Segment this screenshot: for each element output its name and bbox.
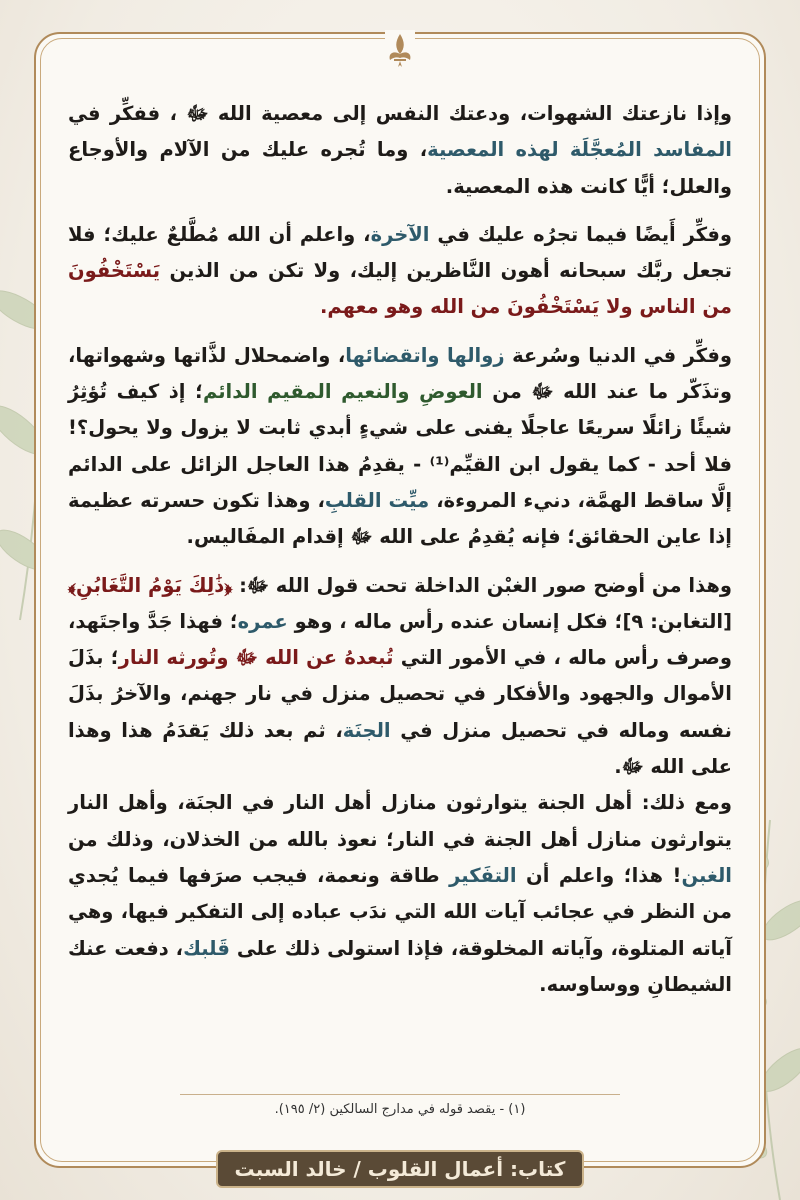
paragraph-2 xyxy=(68,217,732,326)
highlight-segment: التفَكير xyxy=(449,863,517,887)
text-segment: ، واضمحلال لذَّاتها وشهواتها، وتذَكّر ما عند الله ﷻ من xyxy=(68,343,732,404)
text-segment: وفكِّر أَيضًا فيما تجرُه عليك في xyxy=(429,222,732,246)
text-segment: ومع ذلك: أهل الجنة يتوارثون منازل أهل النار في الجنَة، وأهل النار يتوارثون منازل أهل الجنة في النار؛ نعوذ بالله من الخذلان، وذلك من xyxy=(68,791,732,851)
highlight-segment: ميِّت القلبِ xyxy=(324,488,430,512)
paragraph-3 xyxy=(68,338,732,556)
text-segment: ؛ بذَلَ الأموال والجهود والأفكار في تحصيل منزل في نار جهنم، والآخرُ بذَلَ نفسه وماله في تحصيل منزل في xyxy=(68,646,732,742)
highlight-segment: قَلبك xyxy=(183,936,230,960)
footnote-divider xyxy=(180,1094,620,1095)
article-body xyxy=(68,96,732,1015)
text-segment: ، واعلم أن الله مُطَّلعٌ عليك؛ فلا تجعل ربَّك سبحانه أهون النَّاظرين إليك، ولا تكن من الذين xyxy=(68,222,732,283)
text-segment: ؛ فهذا جَدَّ واجتَهد، وصرف رأس ماله ، في الأمور التي xyxy=(68,609,732,670)
text-segment: طاقة ونعمة، فيجب صرَفها فيما يُجدي من النظر في عجائب آيات الله التي ندَب عباده إلى التفكير فيها، وهي آياته المتلوة، وآياته المخلوقة، فإذا استولى ذلك على xyxy=(68,863,732,960)
text-segment: ، وما تُجره عليك من الآلام والأوجاع والعلل؛ أيًّا كانت هذه المعصية. xyxy=(68,138,732,198)
text-segment: وفكِّر في الدنيا وسُرعة xyxy=(504,343,732,367)
paragraph-1 xyxy=(68,96,732,205)
text-segment: وهذا من أوضح صور الغبْن الداخلة تحت قول الله ﷻ: xyxy=(232,573,732,597)
paragraph-4 xyxy=(68,568,732,786)
text-segment: وإذا نازعتك الشهوات، ودعتك النفس إلى معصية الله ﷻ ، ففكِّر في xyxy=(68,102,732,125)
text-segment: ، ثم بعد ذلك يَقدَمُ هذا وهذا على الله ﷻ. xyxy=(68,718,732,779)
quran-quote: ﴿ذَٰلِكَ يَوْمُ التَّغَابُنِ﴾ xyxy=(68,573,233,597)
highlight-segment: عمره xyxy=(237,609,288,633)
book-label: كتاب: أعمال القلوب / خالد السبت xyxy=(216,1150,584,1188)
highlight-segment: تُبعدهُ عن الله ﷻ وتُورثه النار xyxy=(118,646,394,670)
quran-quote: يَسْتَخْفُونَ من الناس ولا يَسْتَخْفُونَ من الله وهو معهم. xyxy=(68,259,732,319)
highlight-segment: الغبن xyxy=(681,863,732,887)
highlight-segment: العوضِ والنعيم المقيم الدائم xyxy=(202,380,483,404)
highlight-segment: زوالها واتقضائها xyxy=(345,343,505,367)
footnote: (١) - يقصد قوله في مدارج السالكين (٢/ ١٩٥). xyxy=(274,1102,526,1117)
fleur-ornament-icon xyxy=(385,30,415,70)
text-segment: ، دفعت عنك الشيطانِ ووساوسه. xyxy=(68,936,732,996)
highlight-segment: المفاسد المُعجَّلَة لهذه المعصية xyxy=(427,138,732,162)
paragraph-5 xyxy=(68,785,732,1003)
text-segment: ، وهذا تكون حسرته عظيمة إذا عاين الحقائق؛ فإنه يُقدِمُ على الله ﷻ إقدام المفَاليس. xyxy=(68,488,732,549)
text-segment: ؛ إذ كيف تُؤثِرُ شيئًا زائلًا سريعًا عاجلًا يفنى على شيءٍ أبدي ثابت لا يزول ولا يحول؟! فلا أحد - كما يقول ابن القيِّم⁽¹⁾ - يقدِمُ هذا العاجل الزائل على الدائم إلَّا ساقط الهمَّة، دنيء المروءة، xyxy=(68,380,732,512)
text-segment: ! هذا؛ واعلم أن xyxy=(516,863,682,887)
highlight-segment: الآخرة xyxy=(370,222,430,246)
text-segment: [التغابن: ٩]؛ فكل إنسان عنده رأس ماله ، وهو xyxy=(287,609,733,633)
highlight-segment: الجنَة xyxy=(342,718,391,742)
